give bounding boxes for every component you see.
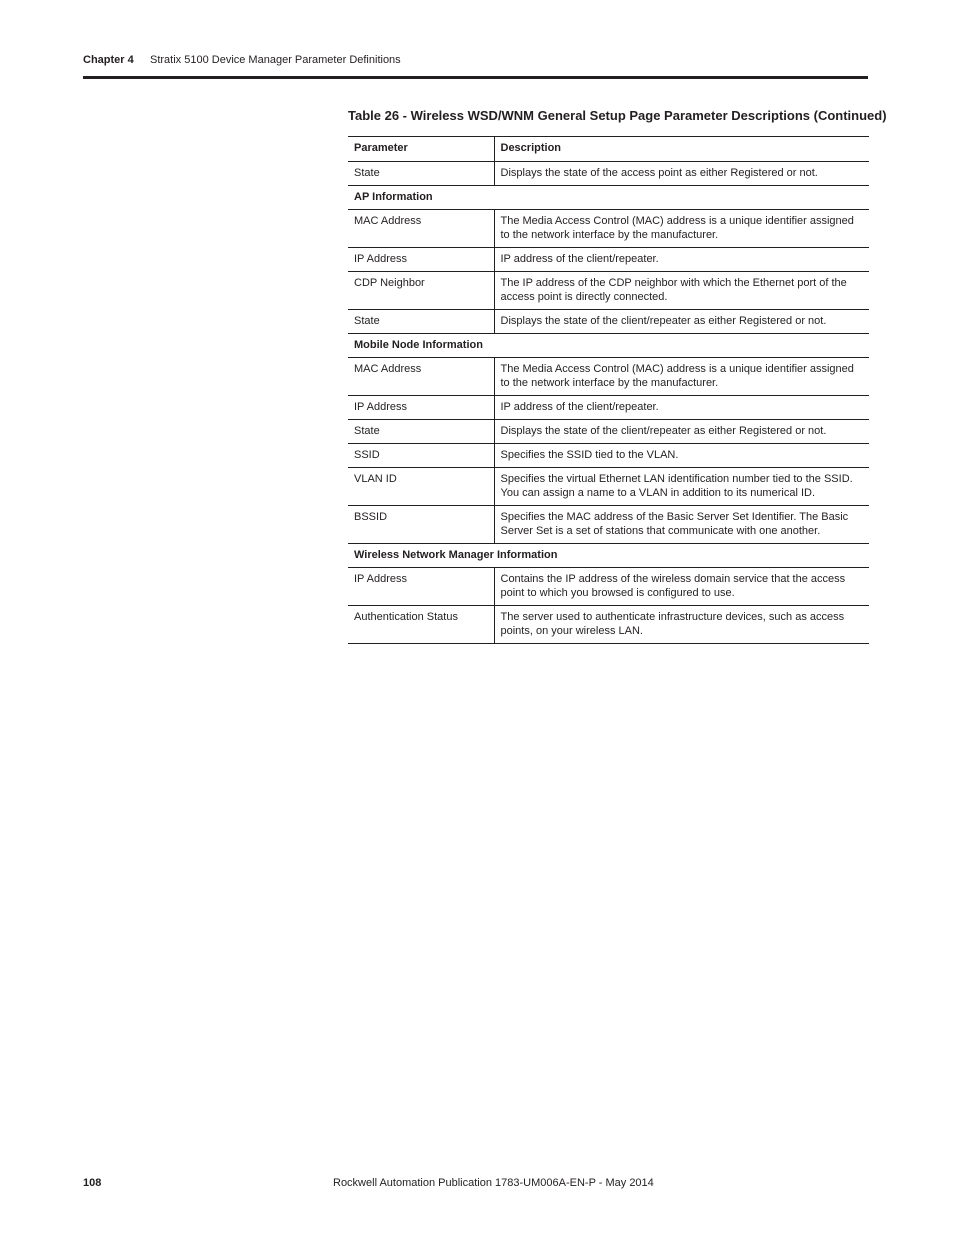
table-body — [348, 162, 869, 644]
description-cell: IP address of the client/repeater. — [494, 248, 869, 272]
group-heading: Wireless Network Manager Information — [348, 544, 869, 568]
table-title: Table 26 - Wireless WSD/WNM General Setup Page Parameter Descriptions (Continued) — [348, 108, 887, 123]
description-cell: Specifies the MAC address of the Basic Server Set Identifier. The Basic Server Set is a set of stations that communicate with one another. — [494, 506, 869, 544]
table-row — [348, 248, 869, 272]
parameter-cell: CDP Neighbor — [348, 272, 494, 310]
table-row — [348, 568, 869, 606]
description-cell: The IP address of the CDP neighbor with which the Ethernet port of the access point is directly connected. — [494, 272, 869, 310]
table-group-row — [348, 334, 869, 358]
parameter-cell: MAC Address — [348, 358, 494, 396]
parameter-cell: MAC Address — [348, 210, 494, 248]
chapter-label: Chapter 4 — [83, 54, 134, 66]
column-header-description: Description — [494, 137, 869, 162]
parameter-cell: State — [348, 162, 494, 186]
table-row — [348, 420, 869, 444]
table-row — [348, 506, 869, 544]
description-cell: The Media Access Control (MAC) address is a unique identifier assigned to the network interface by the manufacturer. — [494, 358, 869, 396]
description-cell: Specifies the virtual Ethernet LAN identification number tied to the SSID. You can assign a name to a VLAN in addition to its numerical ID. — [494, 468, 869, 506]
publication-info: Rockwell Automation Publication 1783-UM006A-EN-P - May 2014 — [333, 1177, 654, 1189]
parameter-cell: Authentication Status — [348, 606, 494, 644]
parameter-table — [348, 136, 869, 644]
parameter-cell: SSID — [348, 444, 494, 468]
group-heading: AP Information — [348, 186, 869, 210]
description-cell: Displays the state of the client/repeater as either Registered or not. — [494, 310, 869, 334]
table-row — [348, 468, 869, 506]
table-row — [348, 358, 869, 396]
table-group-row — [348, 544, 869, 568]
description-cell: Displays the state of the client/repeater as either Registered or not. — [494, 420, 869, 444]
description-cell: Displays the state of the access point as either Registered or not. — [494, 162, 869, 186]
description-cell: Specifies the SSID tied to the VLAN. — [494, 444, 869, 468]
table-row — [348, 396, 869, 420]
table-row — [348, 606, 869, 644]
parameter-cell: State — [348, 420, 494, 444]
table-row — [348, 210, 869, 248]
description-cell: The Media Access Control (MAC) address is a unique identifier assigned to the network interface by the manufacturer. — [494, 210, 869, 248]
chapter-title: Stratix 5100 Device Manager Parameter Definitions — [150, 54, 401, 66]
table-group-row — [348, 186, 869, 210]
group-heading: Mobile Node Information — [348, 334, 869, 358]
column-header-parameter: Parameter — [348, 137, 494, 162]
table-header-row — [348, 137, 869, 162]
parameter-cell: State — [348, 310, 494, 334]
page-header — [83, 52, 868, 79]
table-row — [348, 444, 869, 468]
table-row — [348, 162, 869, 186]
parameter-cell: IP Address — [348, 396, 494, 420]
description-cell: IP address of the client/repeater. — [494, 396, 869, 420]
table-row — [348, 272, 869, 310]
description-cell: The server used to authenticate infrastructure devices, such as access points, on your wireless LAN. — [494, 606, 869, 644]
description-cell: Contains the IP address of the wireless domain service that the access point to which you browsed is configured to use. — [494, 568, 869, 606]
parameter-cell: IP Address — [348, 568, 494, 606]
table-row — [348, 310, 869, 334]
parameter-cell: BSSID — [348, 506, 494, 544]
parameter-cell: IP Address — [348, 248, 494, 272]
page-number: 108 — [83, 1177, 102, 1189]
parameter-cell: VLAN ID — [348, 468, 494, 506]
